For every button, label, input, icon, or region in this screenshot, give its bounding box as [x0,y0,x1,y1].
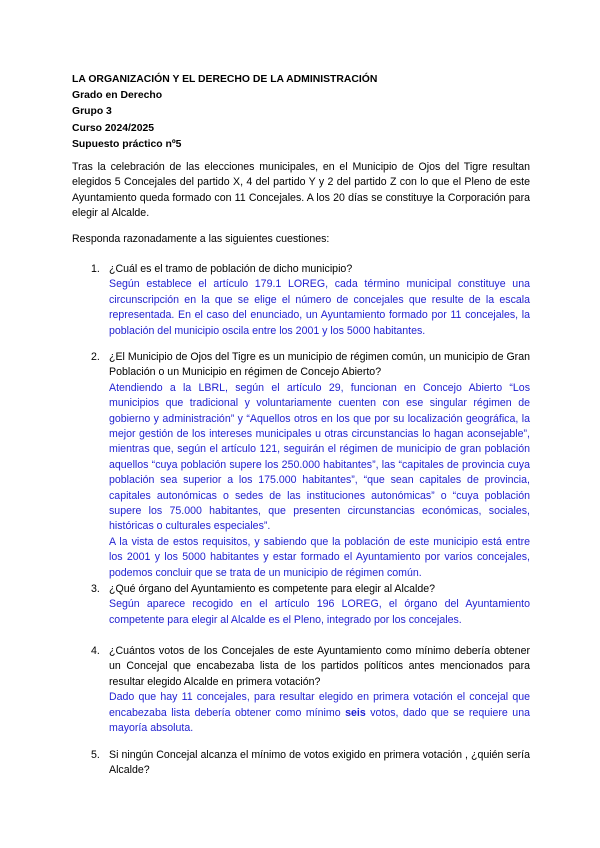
answer-text-end: votos, dado que se requiere una mayoría absoluta. [109,706,530,735]
answer-conclusion: A la vista de estos requisitos, y sabiendo que la población de este municipio está entre los 2001 y los 5000 habitantes y estar formado el Ayuntamiento por varios concejales, podemos concluir que se trata de un municipio de régimen común. [109,535,530,579]
case-label: Supuesto práctico nº5 [72,138,182,150]
question-text: ¿Cuál es el tramo de población de dicho municipio? [109,263,353,275]
question-text: Si ningún Concejal alcanza el mínimo de votos exigido en primera votación , ¿quién sería Alcalde? [109,749,530,777]
document-title: LA ORGANIZACIÓN Y EL DERECHO DE LA ADMINISTRACIÓN [72,74,378,85]
course-label: Curso 2024/2025 [72,122,155,134]
degree-label: Grado en Derecho [72,90,163,102]
answer-block [109,381,530,581]
group-label: Grupo 3 [72,106,112,118]
answer-text: Según establece el artículo 179.1 LOREG, cada término municipal constituye una circunscripción en la que se elige el número de concejales que resulte de la escala representada. En el caso del enunciado, un Ayuntamiento formado por 11 concejales, la población del municipio oscila entre los 2001 y los 5000 habitantes. [109,278,530,337]
question-text: ¿El Municipio de Ojos del Tigre es un municipio de régimen común, un municipio de Gran Población o un Municipio en régimen de Concejo Abierto? [109,351,530,379]
question-number: 4. [91,645,100,657]
question-item-1 [91,262,530,339]
instruction-text: Responda razonadamente a las siguientes cuestiones: [72,233,330,245]
answer-emphasis: seis [345,706,366,719]
question-number: 2. [91,351,100,363]
answer-text [109,690,530,736]
question-number: 1. [91,263,100,275]
question-item-4 [91,644,530,736]
question-number: 5. [91,749,100,761]
question-number: 3. [91,583,100,595]
document-header [72,72,377,153]
answer-text-start: Dado que hay 11 concejales, para resultar elegido en primera votación el concejal que encabezaba lista debería obtener como mínimo [109,691,530,719]
question-item-3 [91,582,530,628]
question-item-2 [91,350,530,581]
question-item-5 [91,748,530,779]
answer-text: Atendiendo a la LBRL, según el artículo 29, funcionan en Concejo Abierto “Los municipios que tradicional y voluntariamente cuenten con ese singular régimen de gobierno y administración” y “Aquellos otros en los que por su localización geográfica, la mejor gestión de los intereses municipales u otras circunstancias lo hagan aconsejable”, mientras que, según el artículo 121, seguirán el régimen de municipio de gran población aquellos “cuya población supere los 250.000 habitantes”, las “capitales de provincia cuya población sea superior a los 175.000 habitantes”, “que sean capitales de provincia, capitales autonómicas o sedes de las instituciones autonómicas” o “cuya población supere los 75.000 habitantes, que presenten circunstancias económicas, sociales, históricas o culturales especiales”. [109,381,530,533]
question-text: ¿Qué órgano del Ayuntamiento es competente para elegir al Alcalde? [109,583,436,595]
answer-text: Según aparece recogido en el artículo 196 LOREG, el órgano del Ayuntamiento competente para elegir al Alcalde es el Pleno, integrado por los concejales. [109,598,530,626]
question-text: ¿Cuántos votos de los Concejales de este Ayuntamiento como mínimo debería obtener un Concejal que encabezaba lista de los partidos políticos antes mencionados para resultar elegido Alcalde en primera votación? [109,645,530,688]
intro-paragraph: Tras la celebración de las elecciones municipales, en el Municipio de Ojos del Tigre resultan elegidos 5 Concejales del partido X, 4 del partido Y y 2 del partido Z con lo que el Pleno de este Ayuntamiento queda formado con 11 Concejales. A los 20 días se constituye la Corporación para elegir al Alcalde. [72,161,530,220]
